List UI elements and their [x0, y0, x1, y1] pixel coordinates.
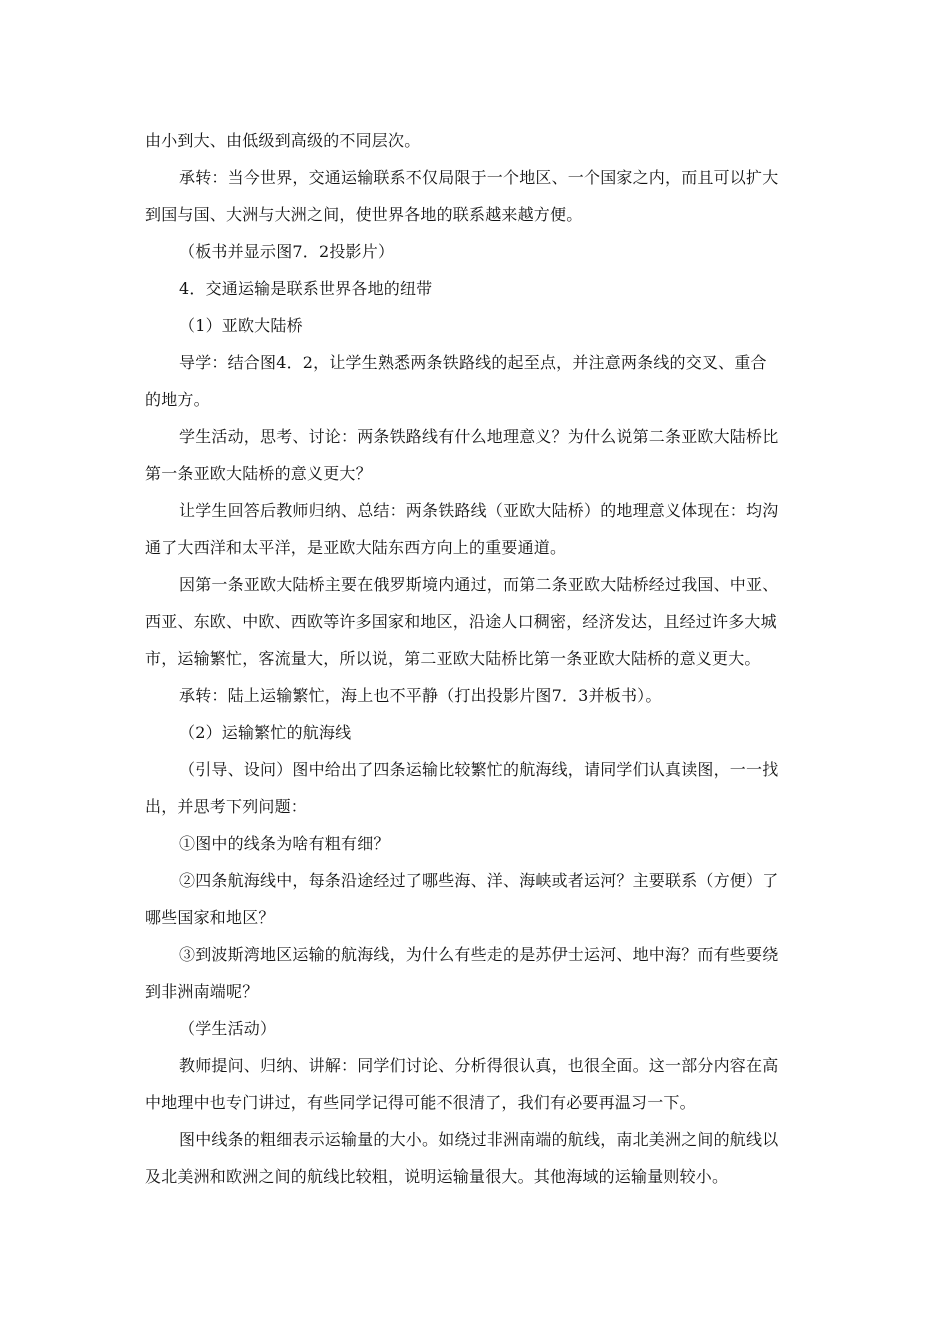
text-line: 出，并思考下列问题：: [145, 797, 308, 816]
text-line: （2）运输繁忙的航海线: [179, 723, 352, 742]
text-line: 到非洲南端呢？: [145, 982, 259, 1001]
text-line: 教师提问、归纳、讲解：同学们讨论、分析得很认真，也很全面。这一部分内容在高: [179, 1056, 779, 1075]
text-line: 由小到大、由低级到高级的不同层次。: [145, 131, 421, 150]
text-line: ②四条航海线中，每条沿途经过了哪些海、洋、海峡或者运河？主要联系（方便）了: [179, 871, 779, 890]
text-line: 哪些国家和地区？: [145, 908, 275, 927]
text-line: ①图中的线条为啥有粗有细？: [179, 834, 390, 853]
text-line: 承转：当今世界，交通运输联系不仅局限于一个地区、一个国家之内，而且可以扩大: [179, 168, 779, 187]
text-line: 学生活动，思考、讨论：两条铁路线有什么地理意义？为什么说第二条亚欧大陆桥比: [179, 427, 779, 446]
text-line: 中地理中也专门讲过，有些同学记得可能不很清了，我们有必要再温习一下。: [145, 1093, 696, 1112]
text-line: （板书并显示图7．2投影片）: [179, 242, 395, 261]
text-line: 第一条亚欧大陆桥的意义更大？: [145, 464, 372, 483]
text-line: ③到波斯湾地区运输的航海线，为什么有些走的是苏伊士运河、地中海？而有些要绕: [179, 945, 779, 964]
text-line: （1）亚欧大陆桥: [179, 316, 303, 335]
document-body: [145, 122, 807, 1195]
text-line: 4．交通运输是联系世界各地的纽带: [179, 279, 433, 298]
text-line: 西亚、东欧、中欧、西欧等许多国家和地区，沿途人口稠密，经济发达，且经过许多大城: [145, 612, 777, 631]
text-line: 因第一条亚欧大陆桥主要在俄罗斯境内通过，而第二条亚欧大陆桥经过我国、中亚、: [179, 575, 779, 594]
text-line: （引导、设问）图中给出了四条运输比较繁忙的航海线，请同学们认真读图，一一找: [179, 760, 779, 779]
text-line: 通了大西洋和太平洋，是亚欧大陆东西方向上的重要通道。: [145, 538, 567, 557]
text-line: 承转：陆上运输繁忙，海上也不平静（打出投影片图7．3并板书）。: [179, 686, 662, 705]
text-line: （学生活动）: [179, 1019, 277, 1038]
text-line: 及北美洲和欧洲之间的航线比较粗，说明运输量很大。其他海域的运输量则较小。: [145, 1167, 729, 1186]
text-line: 导学：结合图4．2，让学生熟悉两条铁路线的起至点，并注意两条线的交叉、重合: [179, 353, 767, 372]
text-line: 让学生回答后教师归纳、总结：两条铁路线（亚欧大陆桥）的地理意义体现在：均沟: [179, 501, 779, 520]
text-line: 到国与国、大洲与大洲之间，使世界各地的联系越来越方便。: [145, 205, 583, 224]
text-line: 图中线条的粗细表示运输量的大小。如绕过非洲南端的航线，南北美洲之间的航线以: [179, 1130, 779, 1149]
text-line: 的地方。: [145, 390, 210, 409]
text-line: 市，运输繁忙，客流量大，所以说，第二亚欧大陆桥比第一条亚欧大陆桥的意义更大。: [145, 649, 761, 668]
